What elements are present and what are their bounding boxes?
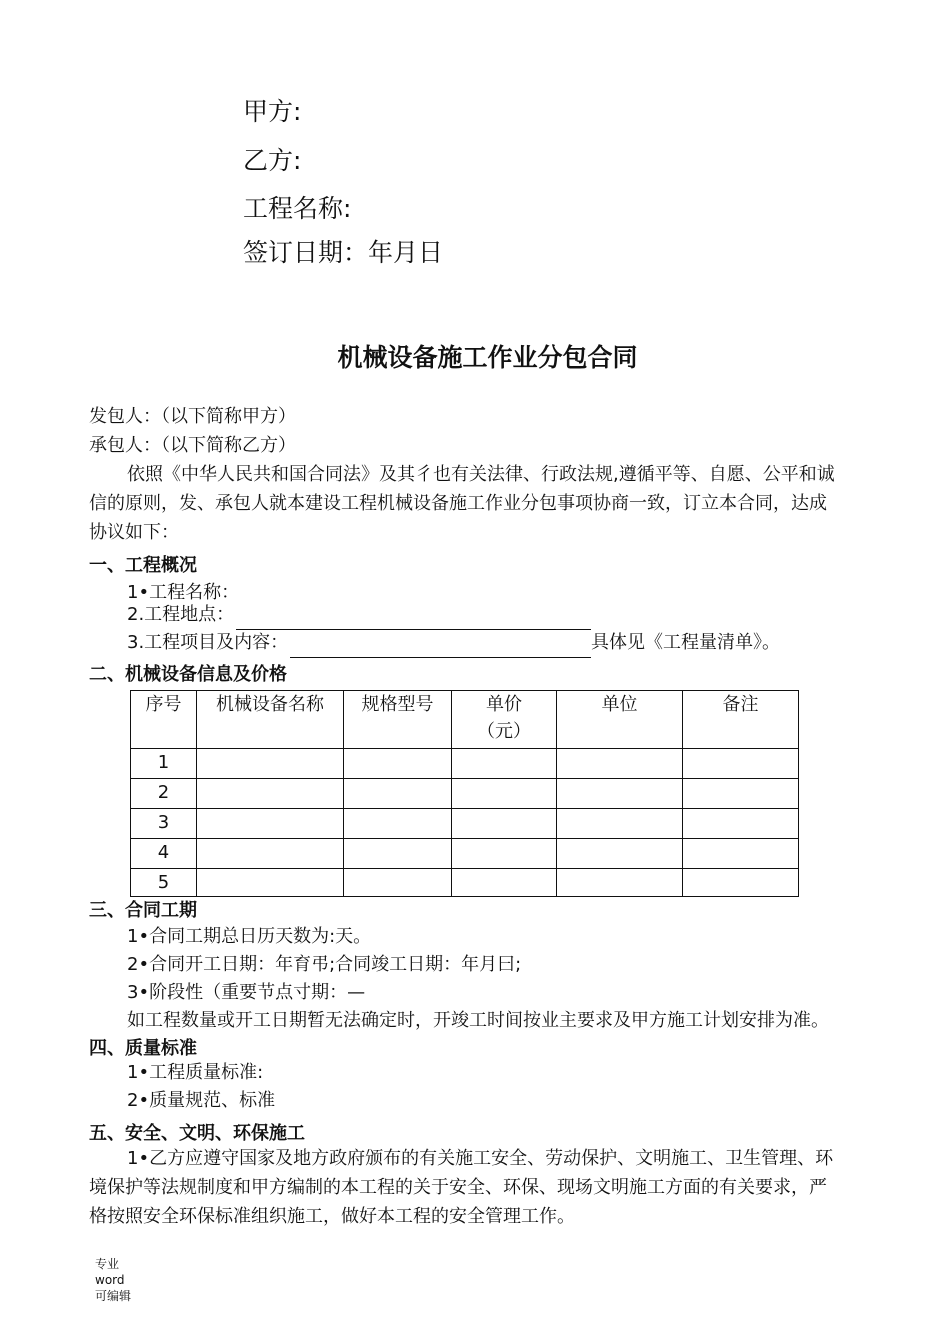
intro-paragraph-line-3: 协议如下： bbox=[89, 522, 179, 543]
table-row bbox=[131, 749, 799, 779]
sec5-paragraph-line-1: 1•乙方应遵守国家及地方政府颁布的有关施工安全、劳动保护、文明施工、卫生管理、环 bbox=[127, 1148, 834, 1169]
footer-line-3: 可编辑 bbox=[95, 1289, 132, 1303]
cell-unit-price[interactable] bbox=[452, 839, 557, 869]
cell-equipment-name[interactable] bbox=[197, 749, 344, 779]
sec3-item-total-days: 1•合同工期总日历天数为:天。 bbox=[127, 926, 372, 947]
sec3-item-dates: 2•合同开工日期：年育弔;合同竣工日期：年月曰; bbox=[127, 954, 522, 975]
sec3-item-milestones: 3•阶段性（重要节点寸期：— bbox=[127, 982, 366, 1003]
cell-remarks[interactable] bbox=[683, 749, 799, 779]
footer-line-2: word bbox=[95, 1273, 125, 1287]
header-unit-price bbox=[452, 691, 557, 749]
intro-paragraph-line-2: 信的原则，发、承包人就本建设工程机械设备施工作业分包事项协商一致，订立本合同，达成 bbox=[89, 493, 827, 514]
row-number: 5 bbox=[131, 869, 197, 897]
cell-equipment-name[interactable] bbox=[197, 779, 344, 809]
cover-party-b: 乙方: bbox=[243, 146, 302, 175]
table-row bbox=[131, 809, 799, 839]
header-unit-price-currency: （元） bbox=[477, 721, 531, 742]
header-equipment-name: 机械设备名称 bbox=[197, 691, 344, 749]
header-serial: 序号 bbox=[131, 691, 197, 749]
document-title: 机械设备施工作业分包合同 bbox=[337, 343, 638, 372]
cell-equipment-name[interactable] bbox=[197, 809, 344, 839]
cover-party-a: 甲方: bbox=[243, 97, 302, 126]
sec4-item-quality-standard: 1•工程质量标准: bbox=[127, 1062, 264, 1083]
cell-model[interactable] bbox=[344, 809, 452, 839]
sec1-item-content-suffix: 具体见《工程量清单》。 bbox=[591, 632, 780, 653]
cell-model[interactable] bbox=[344, 869, 452, 897]
section-4-heading: 四、质量标准 bbox=[89, 1038, 197, 1059]
cell-remarks[interactable] bbox=[683, 869, 799, 897]
section-1-heading: 一、工程概况 bbox=[89, 555, 197, 576]
cell-unit[interactable] bbox=[557, 749, 683, 779]
sec1-item-location: 2.工程地点： bbox=[127, 604, 235, 625]
row-number: 4 bbox=[131, 839, 197, 869]
cover-sign-date: 签订日期：年月日 bbox=[243, 238, 444, 267]
cell-equipment-name[interactable] bbox=[197, 839, 344, 869]
cover-project-name: 工程名称: bbox=[243, 194, 352, 223]
header-unit: 单位 bbox=[557, 691, 683, 749]
sec5-paragraph-line-2: 境保护等法规制度和甲方编制的本工程的关于安全、环保、现场文明施工方面的有关要求，严 bbox=[89, 1177, 827, 1198]
row-number: 3 bbox=[131, 809, 197, 839]
sec1-item-content-label: 3.工程项目及内容： bbox=[127, 632, 289, 653]
equipment-table bbox=[130, 690, 799, 897]
row-number: 1 bbox=[131, 749, 197, 779]
cell-equipment-name[interactable] bbox=[197, 869, 344, 897]
cell-model[interactable] bbox=[344, 839, 452, 869]
table-row bbox=[131, 869, 799, 897]
row-number: 2 bbox=[131, 779, 197, 809]
cell-unit[interactable] bbox=[557, 809, 683, 839]
sec1-item-project-name: 1•工程名称： bbox=[127, 582, 240, 603]
cell-remarks[interactable] bbox=[683, 779, 799, 809]
sec3-note: 如工程数量或开工日期暂无法确定时，开竣工时间按业主要求及甲方施工计划安排为准。 bbox=[127, 1010, 829, 1031]
cell-unit[interactable] bbox=[557, 779, 683, 809]
sec5-paragraph-line-3: 格按照安全环保标准组织施工，做好本工程的安全管理工作。 bbox=[89, 1206, 575, 1227]
footer-line-1: 专业 bbox=[95, 1257, 120, 1271]
cell-remarks[interactable] bbox=[683, 809, 799, 839]
cell-model[interactable] bbox=[344, 779, 452, 809]
table-row bbox=[131, 839, 799, 869]
cell-model[interactable] bbox=[344, 749, 452, 779]
contractor-line: 承包人：（以下简称乙方） bbox=[89, 435, 296, 456]
sec4-item-specifications: 2•质量规范、标准 bbox=[127, 1090, 276, 1111]
footer-note bbox=[95, 1256, 131, 1304]
blank-line-content[interactable] bbox=[290, 657, 591, 658]
header-unit-price-label: 单价 bbox=[486, 694, 522, 715]
cell-unit-price[interactable] bbox=[452, 779, 557, 809]
section-3-heading: 三、合同工期 bbox=[89, 900, 197, 921]
cell-unit-price[interactable] bbox=[452, 809, 557, 839]
table-row bbox=[131, 779, 799, 809]
cell-remarks[interactable] bbox=[683, 839, 799, 869]
section-2-heading: 二、机械设备信息及价格 bbox=[89, 664, 287, 685]
intro-paragraph-line-1: 依照《中华人民共和国合同法》及其彳也有关法律、行政法规,遵循平等、自愿、公平和诚 bbox=[127, 464, 835, 485]
section-5-heading: 五、安全、文明、环保施工 bbox=[89, 1123, 305, 1144]
header-remarks: 备注 bbox=[683, 691, 799, 749]
cell-unit-price[interactable] bbox=[452, 869, 557, 897]
cell-unit[interactable] bbox=[557, 869, 683, 897]
cell-unit[interactable] bbox=[557, 839, 683, 869]
cell-unit-price[interactable] bbox=[452, 749, 557, 779]
employer-line: 发包人：（以下简称甲方） bbox=[89, 406, 296, 427]
table-header-row bbox=[131, 691, 799, 749]
blank-line-top bbox=[236, 629, 591, 630]
header-model: 规格型号 bbox=[344, 691, 452, 749]
